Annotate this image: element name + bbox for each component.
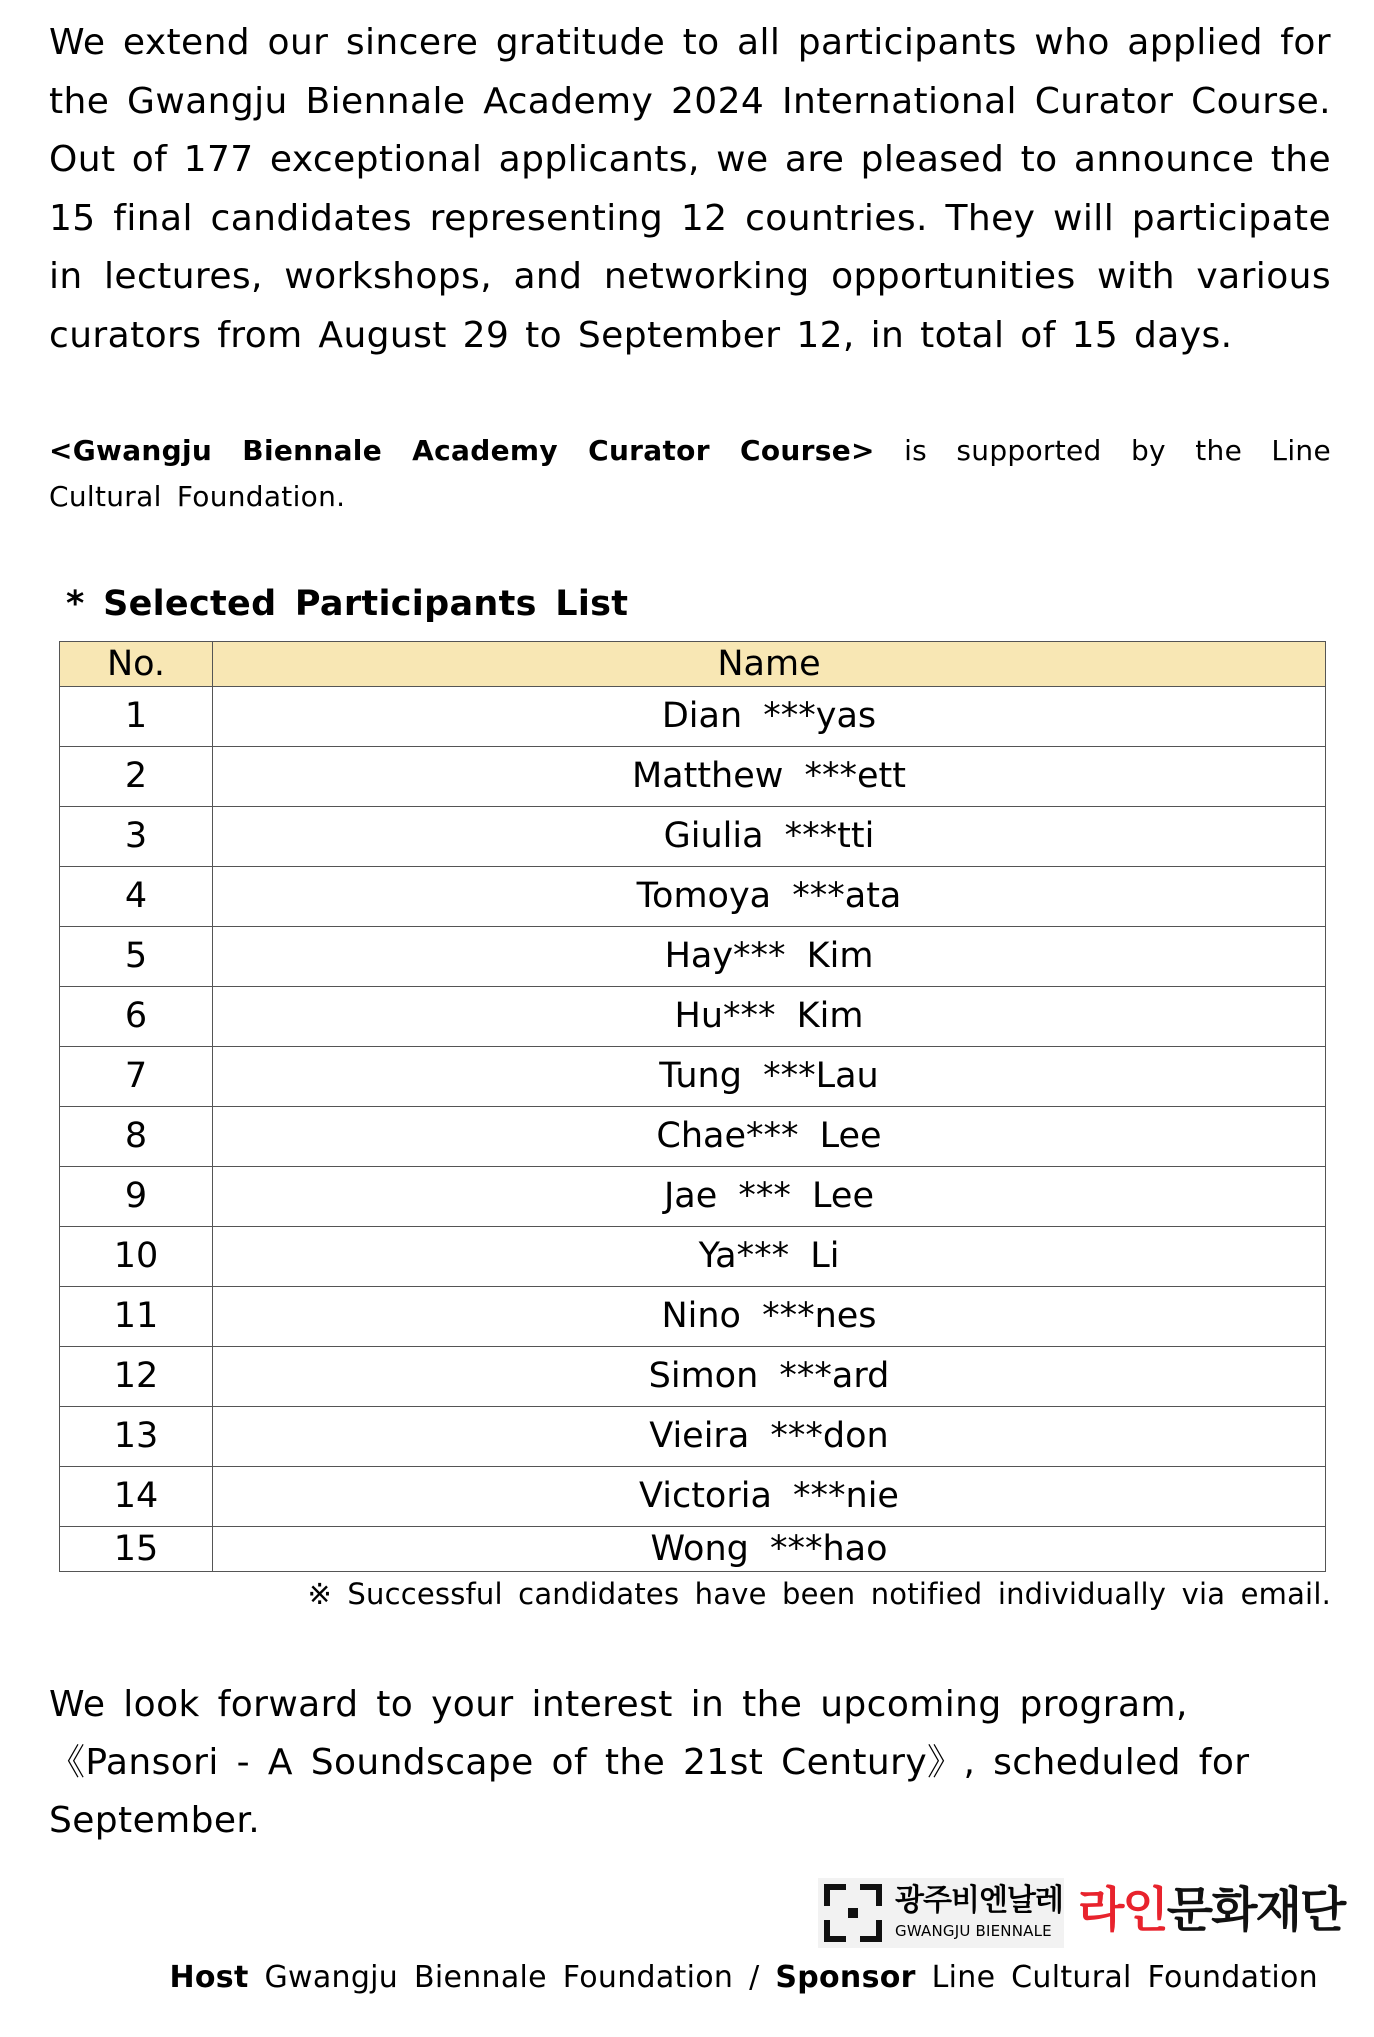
row-name: Matthew ***ett — [213, 747, 1326, 807]
email-notice: ※ Successful candidates have been notified individually via email. — [307, 1577, 1331, 1611]
sponsor-label: Sponsor — [775, 1960, 916, 1995]
row-name: Victoria ***nie — [213, 1467, 1326, 1527]
table-row — [60, 807, 1326, 867]
support-paragraph — [49, 428, 1331, 520]
footer-credits — [169, 1958, 1318, 1998]
table-row — [60, 1527, 1326, 1572]
line-logo-red: 라인 — [1078, 1882, 1167, 1938]
table-row — [60, 1107, 1326, 1167]
gwangju-biennale-en: GWANGJU BIENNALE — [895, 1922, 1052, 1940]
list-title: * Selected Participants List — [66, 584, 629, 624]
table-row — [60, 687, 1326, 747]
row-no: 6 — [60, 987, 213, 1047]
row-name: Dian ***yas — [213, 687, 1326, 747]
row-no: 15 — [60, 1527, 213, 1572]
table-row — [60, 1167, 1326, 1227]
table-row — [60, 1287, 1326, 1347]
intro-paragraph: We extend our sincere gratitude to all participants who applied for the Gwangju Biennale Academy 2024 International Curator Course. Out of 177 exceptional applicants, we are pleased to announce the 15 final candidates representing 12 countries. They will participate in lectures, workshops, and networking opportunities with various curators from August 29 to September 12, in total of 15 days. — [49, 22, 1331, 356]
row-name: Jae *** Lee — [213, 1167, 1326, 1227]
row-no: 2 — [60, 747, 213, 807]
table-row — [60, 987, 1326, 1047]
row-name: Simon ***ard — [213, 1347, 1326, 1407]
row-name: Vieira ***don — [213, 1407, 1326, 1467]
row-no: 4 — [60, 867, 213, 927]
row-no: 12 — [60, 1347, 213, 1407]
table-row — [60, 1227, 1326, 1287]
row-name: Giulia ***tti — [213, 807, 1326, 867]
line-cultural-foundation-logo — [1078, 1880, 1344, 1940]
row-name: Ya*** Li — [213, 1227, 1326, 1287]
sponsor-name: Line Cultural Foundation — [931, 1960, 1318, 1995]
row-no: 11 — [60, 1287, 213, 1347]
row-name: Wong ***hao — [213, 1527, 1326, 1572]
header-name: Name — [213, 642, 1326, 687]
line-logo-black: 문화재단 — [1166, 1882, 1345, 1938]
closing-line-2: 《Pansori - A Soundscape of the 21st Century》, scheduled for September. — [49, 1742, 1250, 1841]
sponsor-logos — [818, 1878, 1345, 1948]
table-row — [60, 1347, 1326, 1407]
row-no: 1 — [60, 687, 213, 747]
row-no: 8 — [60, 1107, 213, 1167]
row-no: 13 — [60, 1407, 213, 1467]
host-name: Gwangju Biennale Foundation — [264, 1960, 734, 1995]
gwangju-biennale-mark-icon — [818, 1878, 888, 1948]
row-name: Nino ***nes — [213, 1287, 1326, 1347]
gwangju-biennale-logo — [818, 1878, 1064, 1948]
row-no: 9 — [60, 1167, 213, 1227]
row-no: 14 — [60, 1467, 213, 1527]
row-name: Chae*** Lee — [213, 1107, 1326, 1167]
table-row — [60, 1047, 1326, 1107]
table-row — [60, 867, 1326, 927]
row-no: 3 — [60, 807, 213, 867]
table-row — [60, 927, 1326, 987]
row-no: 7 — [60, 1047, 213, 1107]
support-text: is supported by the Line Cultural Foundation. — [49, 434, 1331, 513]
table-header-row — [60, 642, 1326, 687]
host-label: Host — [169, 1960, 249, 1995]
participants-table — [59, 641, 1326, 1572]
row-name: Tomoya ***ata — [213, 867, 1326, 927]
row-name: Tung ***Lau — [213, 1047, 1326, 1107]
row-name: Hu*** Kim — [213, 987, 1326, 1047]
row-no: 5 — [60, 927, 213, 987]
row-name: Hay*** Kim — [213, 927, 1326, 987]
table-row — [60, 1407, 1326, 1467]
footer-separator: / — [749, 1960, 760, 1995]
table-row — [60, 1467, 1326, 1527]
gwangju-biennale-ko: 광주비엔날레 — [895, 1883, 1063, 1918]
header-no: No. — [60, 642, 213, 687]
row-no: 10 — [60, 1227, 213, 1287]
closing-paragraph — [49, 1676, 1339, 1850]
closing-line-1: We look forward to your interest in the upcoming program, — [49, 1684, 1188, 1725]
course-name: <Gwangju Biennale Academy Curator Course> — [49, 434, 875, 467]
table-row — [60, 747, 1326, 807]
